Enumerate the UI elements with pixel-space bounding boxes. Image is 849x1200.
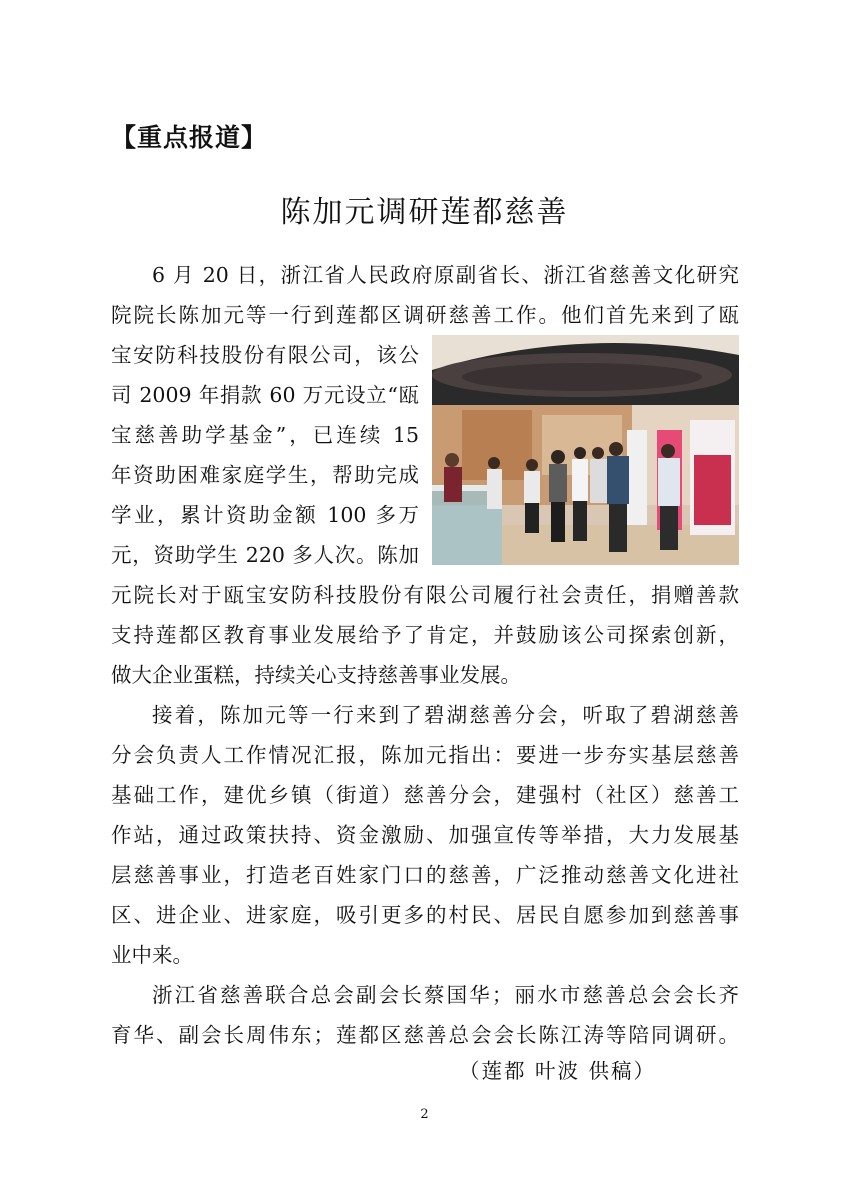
body-line: 支持莲都区教育事业发展给予了肯定，并鼓励该公司探索创新， <box>111 623 739 647</box>
page-number: 2 <box>420 1107 429 1122</box>
body-line: 层慈善事业，打造老百姓家门口的慈善，广泛推动慈善文化进社 <box>111 863 739 887</box>
body-line: 育华、副会长周伟东；莲都区慈善总会会长陈江涛等陪同调研。 <box>111 1023 739 1047</box>
body-line: 学业，累计资助金额 100 多万 <box>111 503 419 527</box>
body-line: 业中来。 <box>111 943 193 967</box>
body-line: 分会负责人工作情况汇报，陈加元指出：要进一步夯实基层慈善 <box>111 743 739 767</box>
body-line: 院院长陈加元等一行到莲都区调研慈善工作。他们首先来到了瓯 <box>111 303 739 327</box>
byline: （莲都 叶波 供稿） <box>459 1059 657 1083</box>
body-line: 元院长对于瓯宝安防科技股份有限公司履行社会责任，捐赠善款 <box>111 583 739 607</box>
body-line: 宝慈善助学基金”，已连续 15 <box>111 423 419 447</box>
body-line: 宝安防科技股份有限公司，该公 <box>111 343 419 367</box>
body-line: 司 2009 年捐款 60 万元设立“瓯 <box>111 383 419 407</box>
body-line: 年资助困难家庭学生，帮助完成 <box>111 463 419 487</box>
body-line: 浙江省慈善联合总会副会长蔡国华；丽水市慈善总会会长齐 <box>152 983 739 1007</box>
body-line: 作站，通过政策扶持、资金激励、加强宣传等举措，大力发展基 <box>111 823 739 847</box>
body-line: 接着，陈加元等一行来到了碧湖慈善分会，听取了碧湖慈善 <box>152 703 739 727</box>
visit-photo <box>432 335 739 565</box>
article-title: 陈加元调研莲都慈善 <box>280 195 569 230</box>
section-tag: 【重点报道】 <box>111 123 268 152</box>
body-line: 区、进企业、进家庭，吸引更多的村民、居民自愿参加到慈善事 <box>111 903 739 927</box>
body-line: 基础工作，建优乡镇（街道）慈善分会，建强村（社区）慈善工 <box>111 783 739 807</box>
body-line: 元，资助学生 220 多人次。陈加 <box>111 543 419 567</box>
body-line: 做大企业蛋糕，持续关心支持慈善事业发展。 <box>111 663 521 687</box>
body-line: 6 月 20 日，浙江省人民政府原副省长、浙江省慈善文化研究 <box>152 263 739 287</box>
